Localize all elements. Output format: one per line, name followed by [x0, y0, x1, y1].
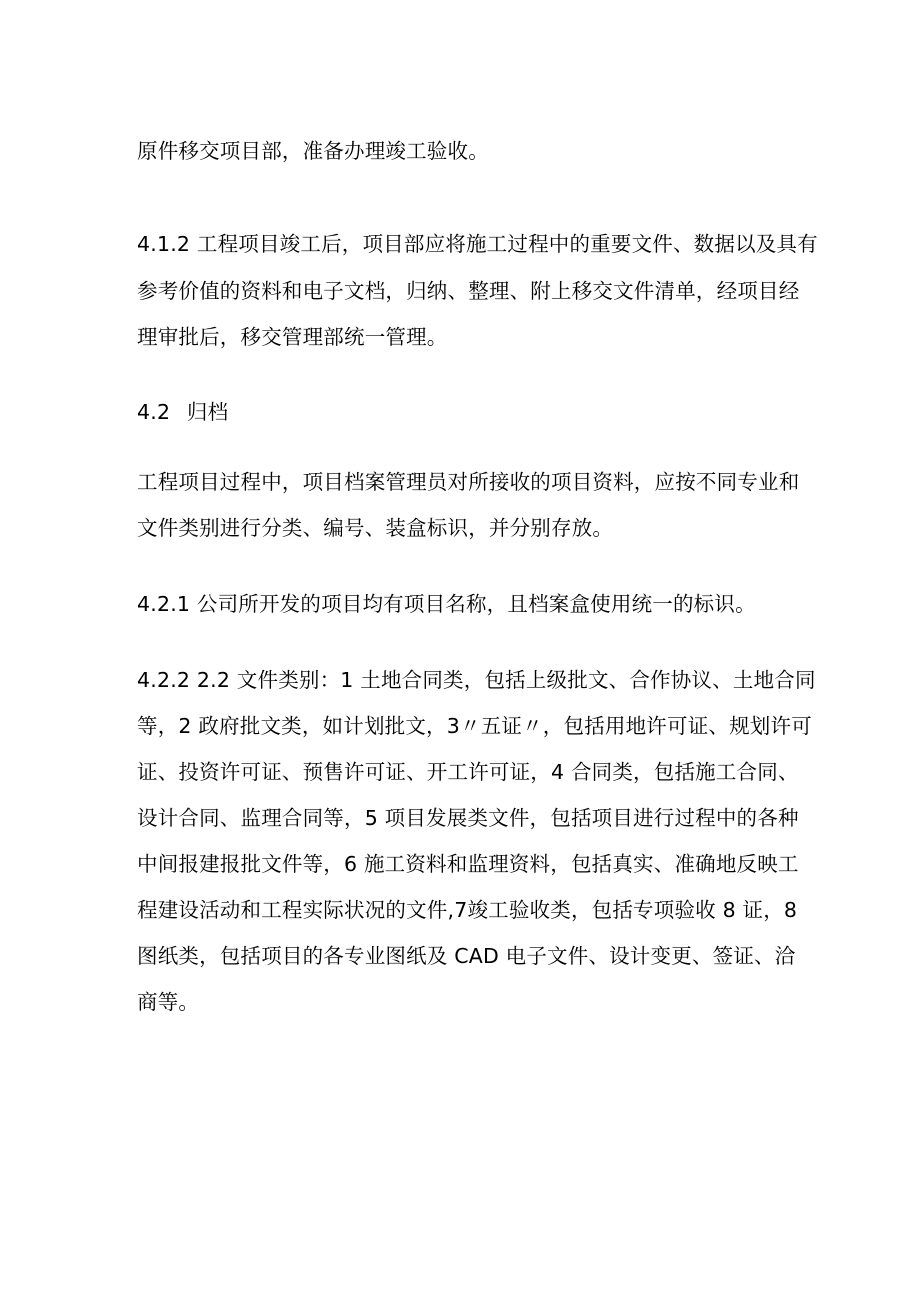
- paragraph-line: 设计合同、监理合同等，5 项目发展类文件，包括项目进行过程中的各种: [137, 806, 799, 830]
- paragraph-line: 参考价值的资料和电子文档，归纳、整理、附上移交文件清单，经项目经: [137, 279, 800, 303]
- paragraph-line: 原件移交项目部，准备办理竣工验收。: [137, 139, 489, 163]
- paragraph-line: 等，2 政府批文类，如计划批文，3〃五证〃，包括用地许可证、规划许可: [137, 714, 812, 738]
- paragraph-line: 4.2.2 2.2 文件类别：1 土地合同类，包括上级批文、合作协议、土地合同: [137, 668, 816, 692]
- paragraph-line: 中间报建报批文件等，6 施工资料和监理资料，包括真实、准确地反映工: [137, 852, 799, 876]
- paragraph-line: 证、投资许可证、预售许可证、开工许可证，4 合同类，包括施工合同、: [137, 760, 799, 784]
- paragraph-line: 商等。: [137, 990, 200, 1014]
- paragraph-line: 程建设活动和工程实际状况的文件,7竣工验收类，包括专项验收 8 证，8: [137, 898, 798, 922]
- paragraph-line: 图纸类，包括项目的各专业图纸及 CAD 电子文件、设计变更、签证、洽: [137, 944, 796, 968]
- paragraph-line: 4.1.2 工程项目竣工后，项目部应将施工过程中的重要文件、数据以及具有: [137, 232, 818, 256]
- paragraph-line: 4.2.1 公司所开发的项目均有项目名称，且档案盒使用统一的标识。: [137, 592, 756, 616]
- paragraph-line: 文件类别进行分类、编号、装盒标识，并分别存放。: [137, 516, 614, 540]
- section-heading: 4.2 归档: [137, 400, 229, 424]
- paragraph-line: 理审批后，移交管理部统一管理。: [137, 325, 448, 349]
- paragraph-line: 工程项目过程中，项目档案管理员对所接收的项目资料，应按不同专业和: [137, 470, 800, 494]
